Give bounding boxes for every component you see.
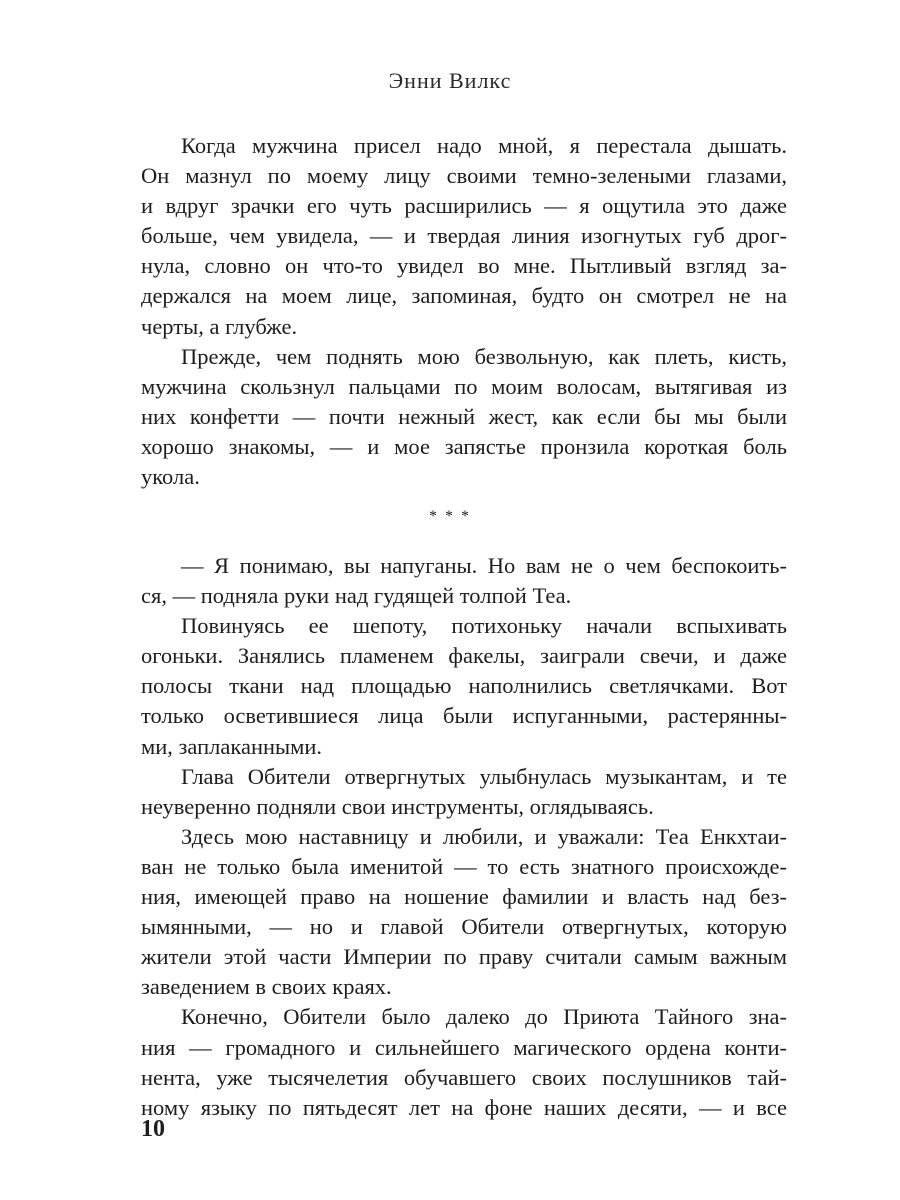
text-line: и вдруг зрачки его чуть расширились — я ощутила это даже	[141, 193, 787, 219]
text-line: мужчина скользнул пальцами по моим волосам, вытягивая из	[141, 373, 787, 399]
text-line: неуверенно подняли свои инструменты, оглядываясь.	[141, 793, 654, 819]
text-line: Конечно, Обители было далеко до Приюта Тайного зна-	[181, 1004, 787, 1030]
text-line: ся, — подняла руки над гудящей толпой Теа.	[141, 583, 572, 609]
text-line: ми, заплаканными.	[141, 733, 323, 759]
text-line: них конфетти — почти нежный жест, как если бы мы были	[141, 403, 787, 429]
text-line: ван не только была именитой — то есть знатного происхожде-	[141, 853, 787, 879]
text-line: больше, чем увидела, — и твердая линия изогнутых губ дрог-	[141, 223, 787, 249]
text-line: нента, уже тысячелетия обучавшего своих послушников тай-	[141, 1064, 787, 1090]
text-line: Здесь мою наставницу и любили, и уважали: Теа Енкхтаи-	[181, 823, 787, 849]
text-line: черты, а глубже.	[141, 313, 298, 339]
text-line: заведением в своих краях.	[141, 974, 392, 1000]
text-line: ымянными, — но и главой Обители отвергнутых, которую	[141, 914, 787, 940]
text-line: Глава Обители отвергнутых улыбнулась музыкантам, и те	[181, 763, 787, 789]
page-number: 10	[141, 1116, 165, 1142]
text-line: ному языку по пятьдесят лет на фоне наших десяти, — и все	[141, 1094, 787, 1120]
text-line: только осветившиеся лица были испуганными, растерянны-	[141, 703, 787, 729]
text-line: огоньки. Занялись пламенем факелы, заиграли свечи, и даже	[141, 643, 787, 669]
text-line: хорошо знакомы, — и мое запястье пронзила короткая боль	[141, 433, 787, 459]
text-line: нула, словно он что-то увидел во мне. Пытливый взгляд за-	[141, 253, 787, 279]
text-line: Прежде, чем поднять мою безвольную, как плеть, кисть,	[181, 343, 787, 369]
text-line: Повинуясь ее шепоту, потихоньку начали вспыхивать	[181, 613, 787, 639]
text-line: укола.	[141, 464, 200, 490]
section-separator: * * *	[429, 508, 471, 525]
text-line: Когда мужчина присел надо мной, я перестала дышать.	[181, 133, 787, 158]
text-line: полосы ткани над площадью наполнились светлячками. Вот	[141, 673, 787, 699]
text-line: жители этой части Империи по праву считали самым важным	[141, 944, 787, 970]
text-line: ния — громадного и сильнейшего магического ордена конти-	[141, 1034, 787, 1060]
text-block-2	[141, 551, 787, 1123]
text-line: ния, имеющей право на ношение фамилии и власть над без-	[141, 884, 787, 910]
running-header: Энни Вилкс	[388, 68, 512, 93]
text-block-1	[141, 131, 787, 492]
text-line: Он мазнул по моему лицу своими темно-зелеными глазами,	[141, 163, 787, 189]
text-line: держался на моем лице, запоминая, будто он смотрел не на	[141, 283, 787, 309]
text-line: — Я понимаю, вы напуганы. Но вам не о чем беспокоить-	[181, 553, 787, 578]
